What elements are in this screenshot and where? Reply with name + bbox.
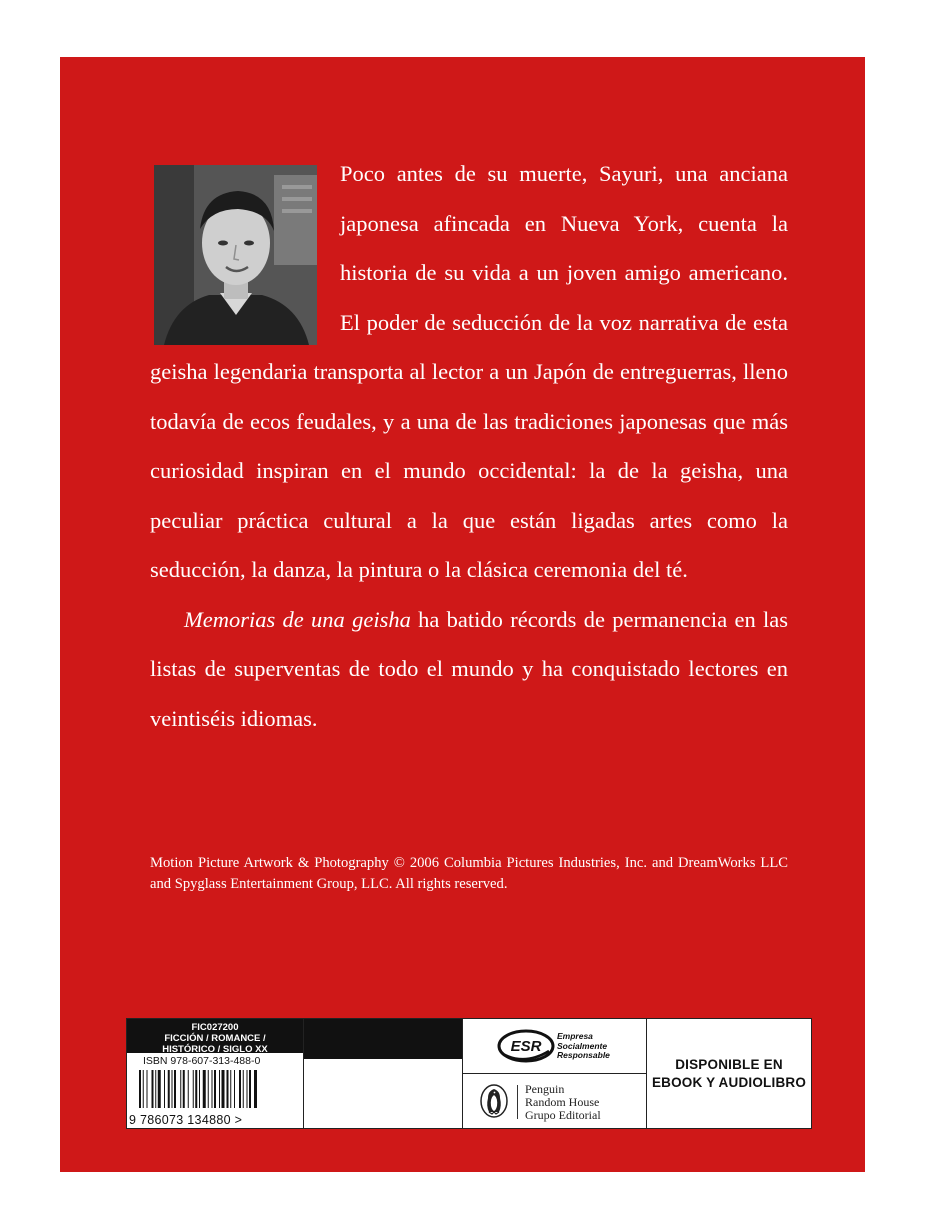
esr-line-3: Responsable xyxy=(557,1050,610,1060)
barcode-bar xyxy=(139,1070,141,1108)
price-block xyxy=(304,1018,463,1129)
barcode-digits: 9 786073 134880 > xyxy=(129,1113,243,1127)
barcode-bar xyxy=(195,1070,197,1108)
publisher-line-2: Random House xyxy=(525,1095,600,1109)
barcode-bar xyxy=(222,1070,225,1108)
isbn-label: ISBN 978-607-313-488-0 xyxy=(143,1055,261,1067)
publisher-logo xyxy=(463,1074,646,1129)
synopsis-paragraph-1: Poco antes de su muerte, Sayuri, una anciana japonesa afincada en Nueva York, cuenta la historia de su vida a un joven amigo americano. El poder de seducción de la voz narrativa de esta geisha legendaria transporta al lector a un Japón de entreguerras, lleno todavía de ecos feudales, y a una de las tradiciones japonesas que más curiosidad inspiran en el mundo occidental: la de la geisha, una peculiar práctica cultural a la que están ligadas artes como la seducción, la danza, la pintura o la clásica ceremonia del té. xyxy=(150,161,788,582)
barcode-bar xyxy=(172,1070,173,1108)
barcode-bar xyxy=(164,1070,165,1108)
barcode-bar xyxy=(239,1070,241,1108)
barcode-bar xyxy=(152,1070,154,1108)
esr-line-1: Empresa xyxy=(557,1031,593,1041)
barcode-bar xyxy=(183,1070,185,1108)
barcode-bar xyxy=(174,1070,176,1108)
barcode-bar xyxy=(234,1070,235,1108)
barcode-bar xyxy=(208,1070,209,1108)
synopsis-paragraph-2 xyxy=(150,595,788,744)
barcode-bar xyxy=(212,1070,213,1108)
barcode-bar xyxy=(188,1070,189,1108)
barcode-bar xyxy=(243,1070,244,1108)
barcode-bar xyxy=(193,1070,194,1108)
barcode-bar xyxy=(158,1070,161,1108)
digital-line-1: DISPONIBLE EN xyxy=(675,1056,783,1072)
publisher-divider xyxy=(517,1085,518,1119)
barcode-block xyxy=(126,1018,304,1129)
barcode-bar xyxy=(230,1070,231,1108)
publisher-block xyxy=(463,1018,647,1129)
bisac-code: FIC027200 xyxy=(191,1022,239,1033)
photo-credits: Motion Picture Artwork & Photography © 2006 Columbia Pictures Industries, Inc. and DreamWorks LLC and Spyglass Entertainment Group, LLC. All rights reserved. xyxy=(150,855,788,892)
esr-label xyxy=(557,1032,610,1061)
photo-spacer xyxy=(150,149,340,347)
bisac-category xyxy=(127,1019,303,1053)
esr-logo-text: ESR xyxy=(510,1038,542,1055)
barcode-bar xyxy=(254,1070,257,1108)
synopsis xyxy=(150,149,788,743)
bisac-line-2: HISTÓRICO / SIGLO XX xyxy=(162,1044,268,1055)
barcode-bar xyxy=(219,1070,220,1108)
barcode-bar xyxy=(227,1070,229,1108)
barcode-bar xyxy=(199,1070,200,1108)
synopsis-paragraph-2-rest: ha batido récords de permanencia en las listas de superventas de todo el mundo y ha conquistado lectores en veintiséis idiomas. xyxy=(150,606,788,731)
barcode-bar xyxy=(249,1070,251,1108)
publisher-line-1: Penguin xyxy=(525,1082,565,1096)
barcode-bar xyxy=(168,1070,170,1108)
barcode-bar xyxy=(203,1070,206,1108)
esr-logo-icon xyxy=(497,1029,555,1063)
penguin-logo-icon xyxy=(479,1084,509,1118)
barcode-bar xyxy=(247,1070,248,1108)
barcode-icon xyxy=(137,1070,297,1108)
digital-availability xyxy=(647,1018,812,1129)
book-title: Memorias de una geisha xyxy=(184,606,411,632)
back-cover xyxy=(60,57,865,1172)
barcode-bar xyxy=(180,1070,181,1108)
publisher-name xyxy=(525,1083,601,1122)
esr-line-2: Socialmente xyxy=(557,1040,608,1051)
barcode-bar xyxy=(155,1070,156,1108)
price-band xyxy=(304,1019,462,1059)
bisac-line-1: FICCIÓN / ROMANCE / xyxy=(164,1033,266,1044)
esr-badge xyxy=(463,1019,646,1074)
barcode-bar xyxy=(214,1070,216,1108)
publisher-line-3: Grupo Editorial xyxy=(525,1108,601,1122)
digital-line-2: EBOOK Y AUDIOLIBRO xyxy=(651,1074,807,1090)
barcode-bar xyxy=(143,1070,144,1108)
barcode-bar xyxy=(147,1070,148,1108)
